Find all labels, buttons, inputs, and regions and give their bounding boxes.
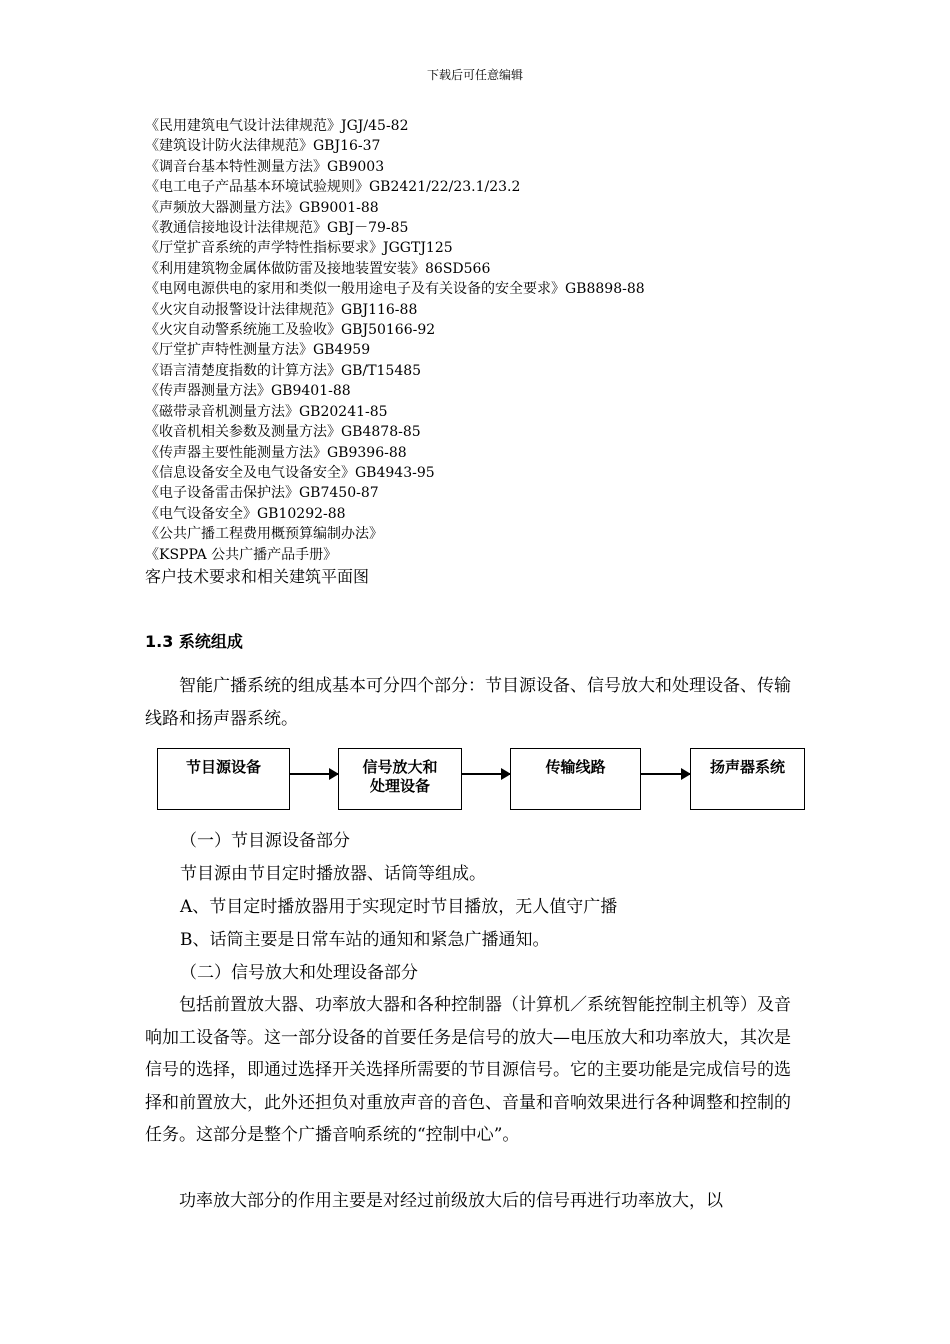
reference-item: 《信息设备安全及电气设备安全》GB4943-95 bbox=[145, 464, 435, 481]
reference-item: 《利用建筑物金属体做防雷及接地装置安装》86SD566 bbox=[145, 260, 491, 277]
part1-line: A、节目定时播放器用于实现定时节目播放，无人值守广播 bbox=[180, 897, 618, 917]
references-tail: 客户技术要求和相关建筑平面图 bbox=[145, 567, 370, 586]
section-title: 1.3 系统组成 bbox=[145, 632, 243, 651]
reference-item: 《KSPPA 公共广播产品手册》 bbox=[145, 546, 338, 563]
flow-box-label: 传输线路 bbox=[545, 758, 606, 776]
flow-box-speaker-system bbox=[690, 748, 805, 810]
part1-line: 节目源由节目定时播放器、话筒等组成。 bbox=[180, 864, 486, 884]
reference-item: 《厅堂扩声特性测量方法》GB4959 bbox=[145, 342, 371, 359]
reference-item: 《建筑设计防火法律规范》GBJ16-37 bbox=[145, 138, 381, 155]
reference-item: 《民用建筑电气设计法律规范》JGJ/45-82 bbox=[145, 118, 409, 134]
flow-arrow-3 bbox=[641, 773, 690, 775]
system-flowchart bbox=[157, 746, 805, 812]
reference-item: 《收音机相关参数及测量方法》GB4878-85 bbox=[145, 424, 421, 441]
flow-box-signal-processing bbox=[338, 748, 462, 810]
flow-box-label: 信号放大和 bbox=[362, 758, 438, 776]
part2-paragraph: 包括前置放大器、功率放大器和各种控制器（计算机／系统智能控制主机等）及音响加工设备等。这一部分设备的首要任务是信号的放大—电压放大和功率放大，其次是信号的选择，即通过选择开关选择所需要的节目源信号。它的主要功能是完成信号的选择和前置放大，此外还担负对重放声音的音色、音量和音响效果进行各种调整和控制的任务。这部分是整个广播音响系统的“控制中心”。 bbox=[145, 995, 791, 1146]
flow-box-label: 处理设备 bbox=[369, 777, 430, 795]
reference-item: 《火灾自动警系统施工及验收》GBJ50166-92 bbox=[145, 322, 436, 339]
reference-item: 《火灾自动报警设计法律规范》GBJ116-88 bbox=[145, 301, 418, 318]
reference-item: 《调音台基本特性测量方法》GB9003 bbox=[145, 158, 385, 175]
part2-heading: （二）信号放大和处理设备部分 bbox=[180, 963, 418, 983]
flow-box-transmission-line bbox=[510, 748, 641, 810]
flow-box-program-source bbox=[157, 748, 290, 810]
part2-paragraph: 功率放大部分的作用主要是对经过前级放大后的信号再进行功率放大，以 bbox=[179, 1191, 723, 1211]
reference-item: 《厅堂扩音系统的声学特性指标要求》JGGTJ125 bbox=[145, 240, 453, 257]
reference-item: 《公共广播工程费用概预算编制办法》 bbox=[145, 526, 383, 543]
reference-item: 《传声器主要性能测量方法》GB9396-88 bbox=[145, 444, 407, 461]
part1-heading: （一）节目源设备部分 bbox=[180, 831, 350, 851]
reference-item: 《磁带录音机测量方法》GB20241-85 bbox=[145, 403, 388, 420]
reference-item: 《电网电源供电的家用和类似一般用途电子及有关设备的安全要求》GB8898-88 bbox=[145, 281, 645, 298]
reference-item: 《语言清楚度指数的计算方法》GB/T15485 bbox=[145, 362, 422, 379]
flow-arrow-2 bbox=[462, 773, 510, 775]
reference-item: 《声频放大器测量方法》GB9001-88 bbox=[145, 199, 379, 216]
part1-line: B、话筒主要是日常车站的通知和紧急广播通知。 bbox=[180, 930, 550, 950]
flow-box-label: 节目源设备 bbox=[185, 758, 261, 776]
flow-box-label: 扬声器系统 bbox=[709, 758, 785, 776]
section-intro: 智能广播系统的组成基本可分四个部分：节目源设备、信号放大和处理设备、传输线路和扬声器系统。 bbox=[145, 676, 791, 729]
reference-list bbox=[145, 116, 645, 565]
reference-item: 《电气设备安全》GB10292-88 bbox=[145, 505, 346, 522]
reference-item: 《电工电子产品基本环境试验规则》GB2421/22/23.1/23.2 bbox=[145, 179, 521, 196]
reference-item: 《教通信接地设计法律规范》GBJ－79-85 bbox=[145, 220, 409, 237]
flow-arrow-1 bbox=[290, 773, 338, 775]
reference-item: 《电子设备雷击保护法》GB7450-87 bbox=[145, 485, 379, 502]
page-header: 下载后可任意编辑 bbox=[426, 68, 523, 82]
reference-item: 《传声器测量方法》GB9401-88 bbox=[145, 383, 351, 400]
